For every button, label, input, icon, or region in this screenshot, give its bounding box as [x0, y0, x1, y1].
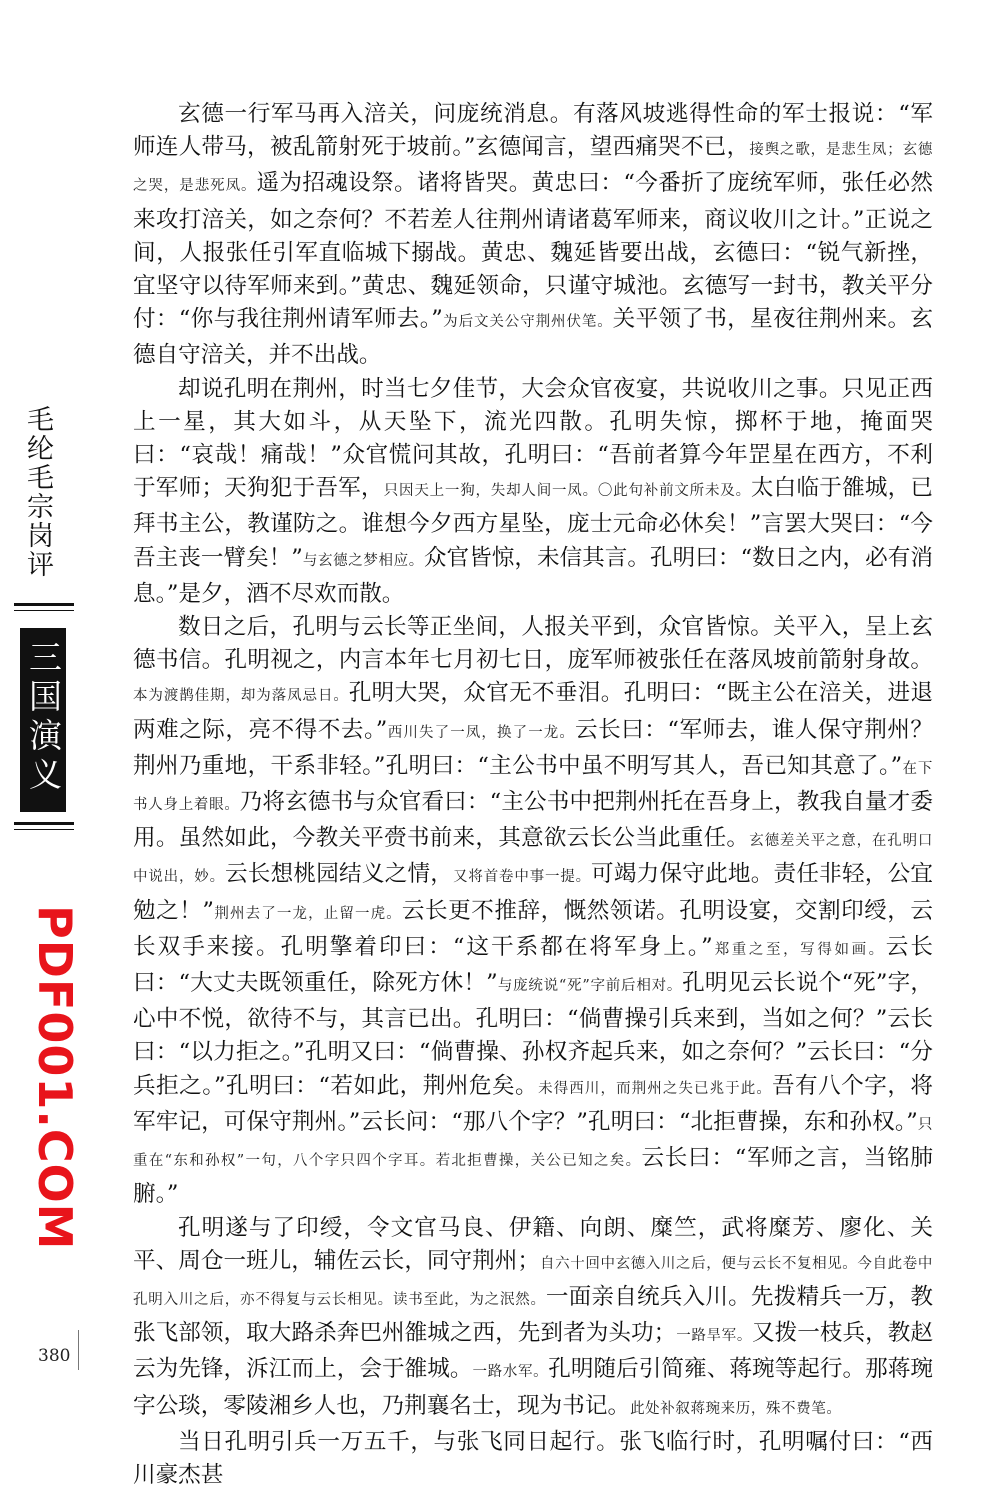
top-rule-2	[14, 610, 74, 611]
commentary-note: 西川失了一凤，换了一龙。	[387, 724, 576, 741]
page-body	[133, 98, 933, 1492]
text-run: 孔明随后引简雍、蒋琬等起行。那蒋琬字公琰，零陵湘乡人也，乃荆襄名士，现为书记。	[133, 1356, 934, 1419]
commentary-note: 郑重之至，写得如画。	[712, 941, 886, 958]
commentary-note: 为后文关公守荆州伏笔。	[442, 314, 613, 331]
text-run: 一面亲自统兵入川。先拨精兵一万，教张飞部领，取大路杀奔巴州雒城之西，先到者为头功；	[133, 1283, 934, 1347]
commentary-note: 接舆之歌，是悲生凤；玄德之哭，是悲死凤。	[133, 142, 933, 195]
text-run: 可竭力保守此地。责任非轻，公宜勉之！”	[133, 861, 934, 924]
text-run: 云长想桃园结义之情，	[224, 861, 454, 888]
commentary-note: 一路水军。	[472, 1364, 549, 1381]
text-run: 众官皆惊，未信其言。孔明曰：“数日之内，必有消息。”是夕，酒不尽欢而散。	[133, 544, 933, 607]
commentary-note: 在下书人身上着眼。	[133, 760, 933, 814]
text-run: 又拨一枝兵，教赵云为先锋，泝江而上，会于雒城。	[133, 1320, 934, 1383]
commentary-note: 自六十回中玄德入川之后，便与云长不复相见。今自此卷中孔明入川之后，亦不得复与云长相见。读书至此，为之泯然。	[133, 1255, 933, 1308]
commentary-note: 又将首卷中事一提。	[453, 869, 591, 886]
text-run: 云长曰：“军师去，谁人保守荆州？荆州乃重地，干系非轻。”孔明曰：“主公书中虽不明写其人，吾已知其意了。”	[133, 716, 933, 779]
bottom-rule-2	[14, 829, 74, 830]
commentary-note: 荆州去了一龙，止留一虎。	[213, 905, 402, 922]
text-run: 玄德一行军马再入涪关，问庞统消息。有落风坡逃得性命的军士报说：“军师连人带马，被乱箭射死于坡前。”玄德闻言，望西痛哭不已，	[133, 101, 933, 161]
text-run: 云长曰：“军师之言，当铭肺腑。”	[133, 1145, 933, 1208]
text-run: 孔明遂与了印绶，令文官马良、伊籍、向朗、糜竺，武将糜芳、廖化、关平、周仓一班儿，辅佐云长，同守荆州；	[133, 1214, 933, 1274]
commentary-note: 与庞统说“死”字前后相对。	[497, 978, 683, 995]
text-run: 云长曰：“大丈夫既领重任，除死方休！”	[133, 933, 933, 997]
paragraph-3	[133, 611, 933, 1211]
text-run: 关平领了书，星夜往荆州来。玄德自守涪关，并不出战。	[133, 306, 934, 369]
watermark: PDF001.COM	[28, 905, 82, 1251]
page-number: 380	[38, 1346, 71, 1366]
text-run: 吾有八个字，将军牢记，可保守荆州。”云长问：“那八个字？”孔明曰：“北拒曹操，东和孙权。”	[133, 1072, 934, 1135]
commentary-note: 与玄德之梦相应。	[302, 552, 424, 569]
commentary-note: 本为渡鹊佳期，却为落凤忌日。	[133, 688, 349, 705]
bottom-rule-1	[14, 822, 74, 825]
text-run: 当日孔明引兵一万五千，与张飞同日起行。张飞临行时，孔明嘱付曰：“西川豪杰甚	[133, 1428, 933, 1488]
text-run: 数日之后，孔明与云长等正坐间，人报关平到，众官皆惊。关平入，呈上玄德书信。孔明视之，内言本年七月初七日，庞军师被张任在落凤坡前箭射身故。	[133, 614, 933, 674]
paragraph-5	[133, 1426, 933, 1492]
commentary-note: 玄德差关平之意，在孔明口中说出，妙。	[133, 833, 934, 886]
text-run: 太白临于雒城，已拜书主公，教谨防之。谁想今夕西方星坠，庞士元命必休矣！”言罢大哭曰：“今吾主丧一臂矣！”	[133, 475, 934, 571]
commentary-note: 一路旱军。	[676, 1328, 752, 1345]
paragraph-4	[133, 1212, 933, 1426]
commentary-note: 只因天上一狗，失却人间一凤。〇此句补前文所未及。	[383, 483, 751, 500]
text-run: 孔明见云长说个“死”字，心中不悦，欲待不与，其言已出。孔明曰：“倘曹操引兵来到，当如之何？”云长曰：“以力拒之。”孔明又曰：“倘曹操、孙权齐起兵来，如之奈何？”云长曰：“分兵拒之。”孔明曰：“若如此，荆州危矣。	[133, 970, 933, 1099]
paragraph-2	[133, 373, 933, 611]
commentary-note: 此处补叙蒋琬来历，殊不费笔。	[630, 1400, 842, 1417]
text-run: 孔明大哭，众官无不垂泪。孔明曰：“既主公在涪关，进退两难之际，亮不得不去。”	[133, 680, 933, 743]
book-title: 三国演义	[24, 640, 63, 796]
commentary-title: 毛纶毛宗岗评	[22, 405, 53, 579]
paragraph-1	[133, 98, 933, 373]
margin-line	[78, 1330, 79, 1370]
text-run: 云长更不推辞，慨然领诺。孔明设宴，交割印绶，云长双手来接。孔明擎着印曰：“这干系都在将军身上。”	[133, 897, 934, 960]
commentary-note: 未得西川，而荆州之失已兆于此。	[538, 1080, 772, 1097]
text-run: 乃将玄德书与众官看曰：“主公书中把荆州托在吾身上，教我自量才委用。虽然如此，今教关平赍书前来，其意欲云长公当此重任。	[133, 789, 933, 852]
text-run: 遥为招魂设祭。诸将皆哭。黄忠曰：“今番折了庞统军师，张任必然来攻打涪关，如之奈何？不若差人往荆州请诸葛军师来，商议收川之计。”正说之间，人报张任引军直临城下搦战。黄忠、魏延皆要出战，玄德曰：“锐气新挫，宜坚守以待军师来到。”黄忠、魏延领命，只谨守城池。玄德写一封书，教关平分付：“你与我往荆州请军师去。”	[133, 170, 933, 333]
text-run: 却说孔明在荆州，时当七夕佳节，大会众官夜宴，共说收川之事。只见正西上一星，其大如斗，从天坠下，流光四散。孔明失惊，掷杯于地，掩面哭曰：“哀哉！痛哉！”众官慌问其故，孔明曰：“吾前者算今年罡星在西方，不利于军师；天狗犯于吾军，	[133, 375, 933, 502]
commentary-note: 只重在“东和孙权”一句，八个字只四个字耳。若北拒曹操，关公已知之矣。	[133, 1116, 933, 1170]
top-rule-1	[14, 603, 74, 606]
